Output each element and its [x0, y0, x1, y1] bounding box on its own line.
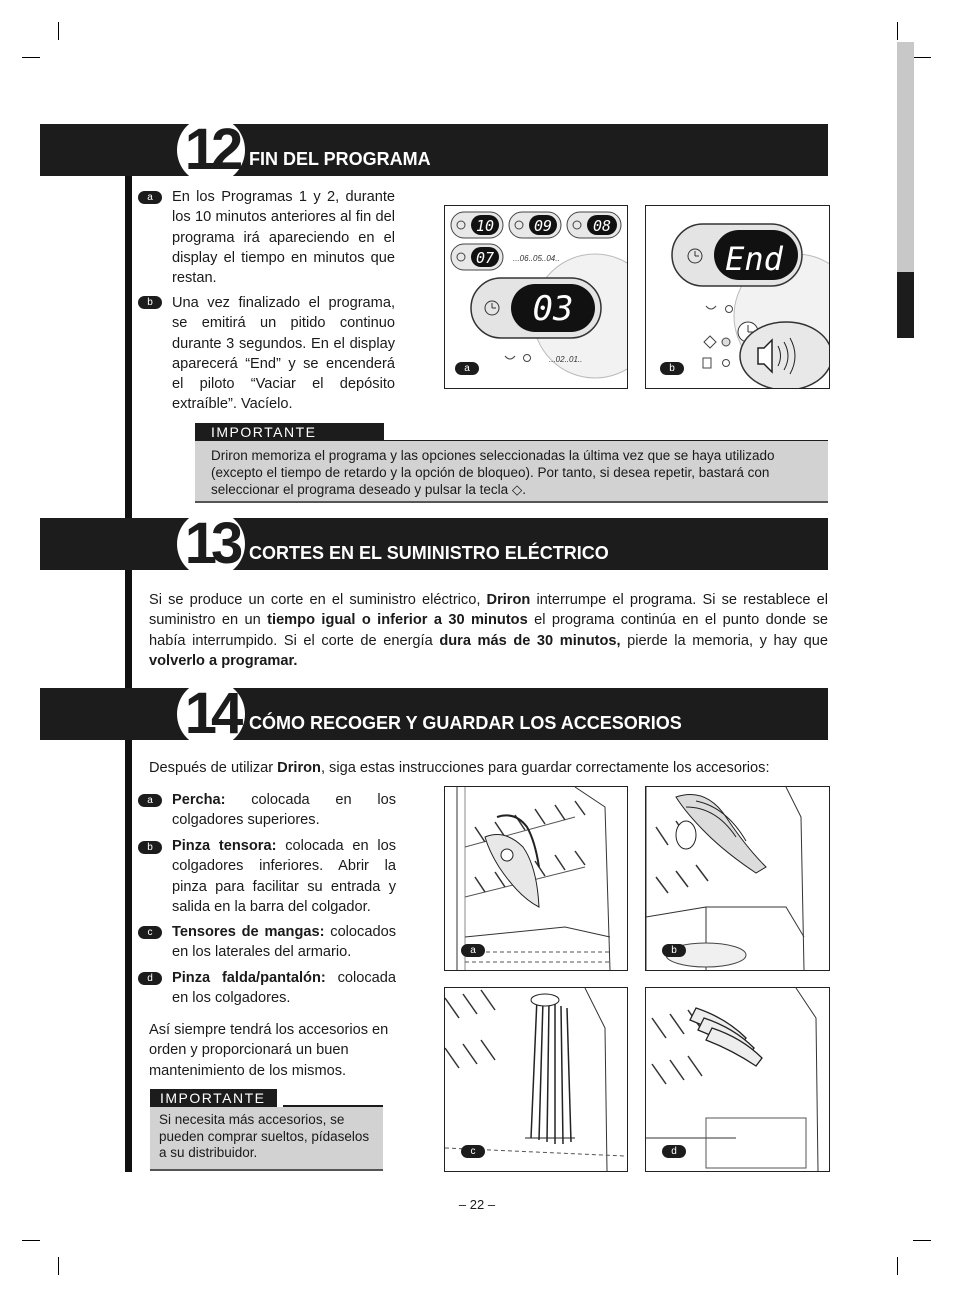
edge-tab-gray — [897, 42, 914, 272]
section-title: CÓMO RECOGER Y GUARDAR LOS ACCESORIOS — [249, 713, 682, 733]
display-main: End — [725, 240, 783, 278]
display-value: 09 — [533, 217, 553, 235]
list-item: Pinza falda/pantalón: colocada en los colgadores. — [172, 970, 396, 1007]
section-title: FIN DEL PROGRAMA — [249, 149, 431, 169]
figure-label: c — [461, 1145, 485, 1158]
page-number: – 22 – — [458, 1197, 496, 1212]
crop-mark — [897, 1257, 898, 1275]
figure-label: b — [662, 944, 686, 957]
figure-label: a — [461, 944, 485, 957]
list-item: Una vez finalizado el programa, se emitirá un pitido continuo durante 3 segundos. En el display aparecerá “End” y se encenderá el piloto “Vaciar el depósito extraíble”. Vacíelo. — [172, 295, 395, 413]
section-number: 13 — [177, 510, 245, 578]
display-sequence: ...02..01.. — [549, 355, 583, 364]
figure-wardrobe-skirt-clamp — [645, 987, 830, 1172]
list-item: Tensores de mangas: colocados en los laterales del armario. — [172, 924, 396, 961]
display-main: 03 — [532, 289, 574, 329]
crop-mark — [897, 22, 898, 40]
item-badge: b — [138, 841, 162, 854]
closing-paragraph: Así siempre tendrá los accesorios en orden y proporcionará un buen mantenimiento de los mismos. — [149, 1022, 389, 1079]
figure-wardrobe-clamp — [645, 786, 830, 971]
list-item: Percha: colocada en los colgadores superiores. — [172, 792, 396, 829]
important-label: IMPORTANTE — [150, 1089, 277, 1107]
important-label: IMPORTANTE — [195, 423, 384, 441]
crop-mark — [22, 57, 40, 58]
display-value: 07 — [475, 249, 495, 267]
edge-tab-black — [897, 272, 914, 338]
list-item: En los Programas 1 y 2, durante los 10 minutos anteriores al fin del programa irá apareciendo en el display el tiempo en minutos que restan. — [172, 189, 395, 287]
section-number: 12 — [177, 116, 245, 184]
section-side-bar — [125, 570, 132, 688]
crop-mark — [913, 1240, 931, 1241]
section-intro: Después de utilizar Driron, siga estas instrucciones para guardar correctamente los accesorios: — [149, 760, 770, 776]
figure-wardrobe-hanger — [444, 786, 628, 971]
item-badge: a — [138, 794, 162, 807]
figure-label: b — [660, 362, 684, 375]
item-badge: b — [138, 296, 162, 309]
figure-display-end — [645, 205, 830, 389]
item-badge: a — [138, 191, 162, 204]
section-paragraph: Si se produce un corte en el suministro eléctrico, Driron interrumpe el programa. Si se restablece el suministro en un tiempo igual o inferior a 30 minutos el programa continúa en el punto donde se había interrumpido. Si el corte de energía dura más de 30 minutos, pierde la memoria, y hay que volverlo a programar. — [149, 592, 828, 669]
item-badge: d — [138, 972, 162, 985]
section-side-bar — [125, 740, 132, 1172]
figure-wardrobe-sleeve-tensors — [444, 987, 628, 1172]
item-badge: c — [138, 926, 162, 939]
list-item: Pinza tensora: colocada en los colgadores inferiores. Abrir la pinza para facilitar su entrada y salida en la barra del colgador. — [172, 838, 396, 915]
section-number: 14 — [177, 680, 245, 748]
important-note: Driron memoriza el programa y las opciones seleccionadas la última vez que se haya utilizado (excepto el tiempo de retardo y la opción de bloqueo). Por tanto, si desea repetir, bastará con seleccionar el programa deseado y pulsar la tecla ◇. — [195, 441, 828, 503]
display-value: 08 — [592, 217, 612, 235]
section-side-bar — [125, 176, 132, 518]
section-header — [40, 124, 828, 176]
crop-mark — [913, 57, 931, 58]
figure-label: a — [455, 362, 479, 375]
display-value: 10 — [475, 217, 495, 235]
figure-display-countdown — [444, 205, 628, 389]
crop-mark — [22, 1240, 40, 1241]
crop-mark — [58, 22, 59, 40]
important-note: Si necesita más accesorios, se pueden comprar sueltos, pídaselos a su distribuidor. — [150, 1107, 383, 1171]
crop-mark — [58, 1257, 59, 1275]
section-title: CORTES EN EL SUMINISTRO ELÉCTRICO — [249, 543, 609, 563]
figure-label: d — [662, 1145, 686, 1158]
display-sequence: ...06..05..04.. — [513, 254, 560, 263]
